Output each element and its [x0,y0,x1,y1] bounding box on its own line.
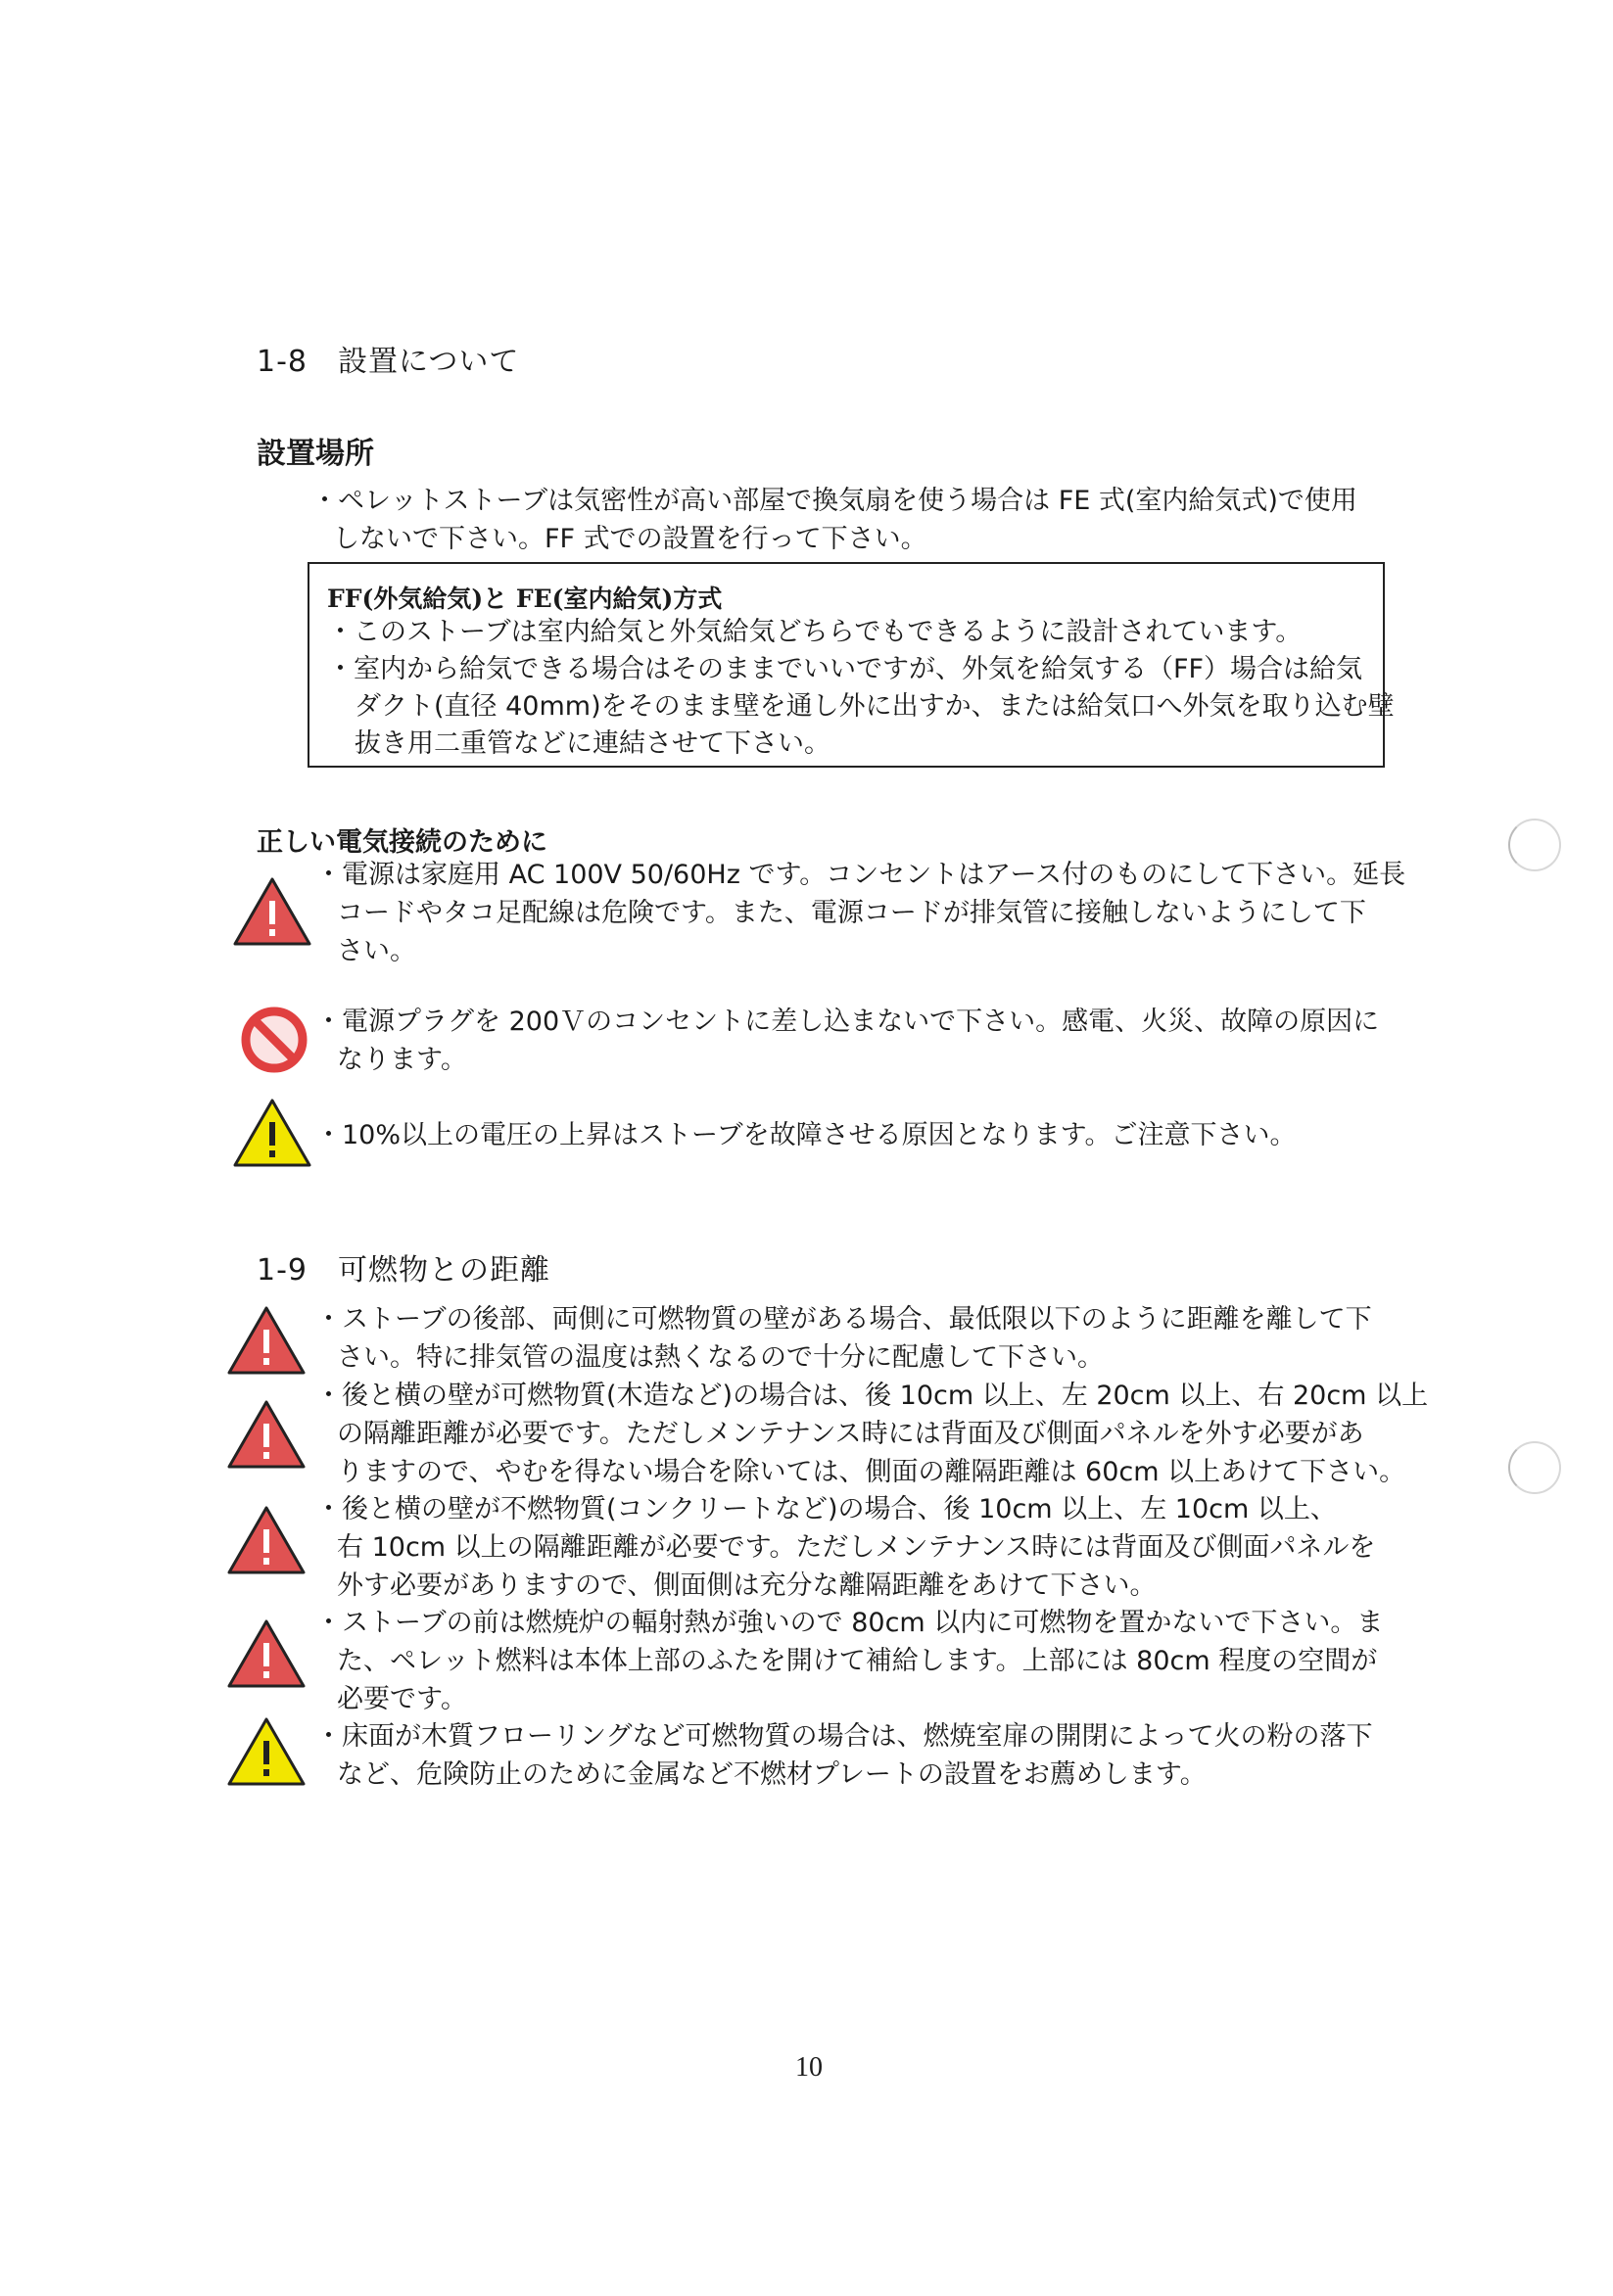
box-line-3: ダクト(直径 40mm)をそのまま壁を通し外に出すか、または給気口へ外気を取り込む壁 [355,691,1395,722]
electric-item2-line-1: ・電源プラグを 200Ｖのコンセントに差し込まないで下さい。感電、火災、故障の原因に [315,1007,1380,1037]
box-line-1: ・このストーブは室内給気と外気給気どちらでもできるように設計されています。 [327,617,1303,647]
distance-line-2: さい。特に排気管の温度は熱くなるので十分に配慮して下さい。 [337,1342,1104,1373]
distance-line-3: ・後と横の壁が可燃物質(木造など)の場合は、後 10cm 以上、左 20cm 以上、右 20cm 以上 [315,1381,1429,1411]
warning-red-icon [231,875,313,948]
distance-line-5: りますので、やむを得ない場合を除いては、側面の離隔距離は 60cm 以上あけて下さい。 [337,1457,1406,1487]
electric-item1-line-3: さい。 [337,936,416,966]
electric-item1-line-1: ・電源は家庭用 AC 100V 50/60Hz です。コンセントはアース付のものにして下さい。延長 [315,860,1406,890]
electric-item2-line-2: なります。 [337,1045,467,1075]
distance-line-6: ・後と横の壁が不燃物質(コンクリートなど)の場合、後 10cm 以上、左 10cm 以上、 [315,1494,1337,1524]
warning-red-icon [225,1398,308,1471]
location-heading: 設置場所 [257,437,374,471]
warning-red-icon [225,1617,308,1690]
distance-line-1: ・ストーブの後部、両側に可燃物質の壁がある場合、最低限以下のように距離を離して下 [315,1304,1372,1335]
electric-item1-line-2: コードやタコ足配線は危険です。また、電源コードが排気管に接触しないようにして下 [337,898,1366,928]
distance-line-11: 必要です。 [337,1684,467,1714]
section-title-1-9: 1-9 可燃物との距離 [257,1253,550,1288]
distance-line-10: た、ペレット燃料は本体上部のふたを開けて補給します。上部には 80cm 程度の空間が [337,1646,1378,1676]
distance-line-8: 外す必要がありますので、側面側は充分な離隔距離をあけて下さい。 [337,1570,1157,1601]
box-line-4: 抜き用二重管などに連結させて下さい。 [355,728,830,759]
warning-red-icon [225,1304,308,1377]
punch-hole [1508,819,1561,871]
caution-yellow-icon [225,1715,308,1788]
location-line-2: しないで下さい。FF 式での設置を行って下さい。 [333,524,927,554]
distance-line-7: 右 10cm 以上の隔離距離が必要です。ただしメンテナンス時には背面及び側面パネルを [337,1532,1376,1563]
warning-red-icon [225,1504,308,1576]
prohibition-icon [239,1005,309,1075]
distance-line-9: ・ストーブの前は燃焼炉の輻射熱が強いので 80cm 以内に可燃物を置かないで下さい。ま [315,1608,1384,1638]
distance-line-4: の隔離距離が必要です。ただしメンテナンス時には背面及び側面パネルを外す必要があ [337,1419,1364,1449]
distance-line-12: ・床面が木質フローリングなど可燃物質の場合は、燃焼室扉の開閉によって火の粉の落下 [315,1721,1373,1752]
section-title-1-8: 1-8 設置について [257,345,520,379]
box-title: FF(外気給気)と FE(室内給気)方式 [327,585,723,613]
location-line-1: ・ペレットストーブは気密性が高い部屋で換気扇を使う場合は FE 式(室内給気式)で使用 [311,486,1357,516]
distance-line-13: など、危険防止のために金属など不燃材プレートの設置をお薦めします。 [337,1759,1207,1790]
box-line-2: ・室内から給気できる場合はそのままでいいですが、外気を給気する（FF）場合は給気 [327,654,1363,684]
electric-heading: 正しい電気接続のために [257,827,547,858]
punch-hole [1508,1441,1561,1494]
electric-item3-line-1: ・10%以上の電圧の上昇はストーブを故障させる原因となります。ご注意下さい。 [315,1120,1297,1150]
page-number: 10 [795,2052,823,2083]
caution-yellow-icon [231,1097,313,1169]
